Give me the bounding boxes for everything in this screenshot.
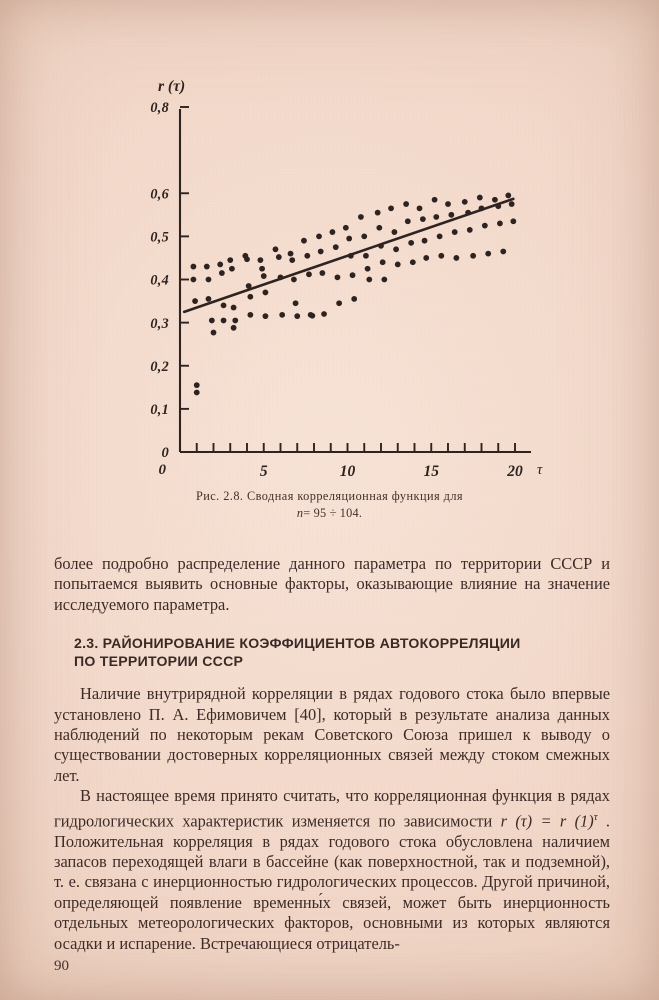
data-point — [278, 274, 284, 280]
data-point — [378, 243, 384, 249]
data-point — [410, 259, 416, 265]
data-point — [294, 313, 300, 319]
data-point — [263, 290, 269, 296]
data-point — [497, 221, 503, 227]
data-point — [289, 257, 295, 263]
data-point — [366, 277, 372, 283]
data-point — [191, 277, 197, 283]
paragraph-3-part-b: . Положительная корреляция в рядах годового стока обусловлена наличием запасов переходящей влаги в бассейне (как поверхностной, так и подземной), т. е. связана с инерционностью гидрологических процессов. Другой причиной, определяющей появление временны́х связей, может быть инерционность отдельных метеорологических факторов, основными из которых являются осадки и испарение. Встречающиеся отрицатель- — [54, 811, 610, 953]
data-point — [318, 249, 324, 255]
data-point — [350, 272, 356, 278]
data-point — [229, 266, 235, 272]
data-point — [273, 246, 279, 252]
caption-line-2 — [0, 505, 659, 522]
data-point — [209, 318, 215, 324]
y-tick-label: 0,4 — [150, 272, 169, 289]
data-point — [500, 249, 506, 255]
data-point — [206, 296, 212, 302]
caption-range: = 95 ÷ 104. — [303, 505, 363, 520]
data-point — [492, 197, 498, 203]
data-point — [309, 313, 315, 319]
data-point — [432, 197, 438, 203]
data-point — [365, 266, 371, 272]
x-tick-label: 15 — [423, 463, 439, 480]
data-point — [221, 302, 227, 308]
data-point — [293, 300, 299, 306]
data-point — [510, 218, 516, 224]
paragraph-3-part-a: В настоящее время принято считать, что корреляционная функция в рядах гидрологических характеристик изменяется по зависимости — [54, 786, 610, 831]
data-point — [358, 214, 364, 220]
section-heading — [54, 634, 610, 670]
data-point — [452, 229, 458, 235]
caption-n-symbol: n — [296, 505, 304, 520]
origin-label: 0 — [158, 462, 166, 478]
data-point — [437, 233, 443, 239]
data-point — [495, 203, 501, 209]
data-point — [247, 294, 253, 300]
data-point — [403, 201, 409, 207]
data-point — [405, 218, 411, 224]
data-point — [246, 283, 252, 289]
data-point — [258, 257, 264, 263]
data-point — [376, 225, 382, 231]
data-point — [335, 274, 341, 280]
data-point — [392, 229, 398, 235]
paragraph-2: Наличие внутрирядной корреляции в рядах годового стока было впервые установлено П. А. Ефимовичем [40], который в результате анализа данных наблюдений по некоторым рекам Советского Союза пришел к выводу о существовании достоверных корреляционных связей между стоком смежных лет. — [54, 684, 610, 785]
data-point — [194, 382, 200, 388]
y-tick-label: 0,5 — [150, 229, 169, 246]
data-point — [321, 311, 327, 317]
section-heading-line-2: ПО ТЕРРИТОРИИ СССР — [74, 653, 244, 670]
paragraph-3-formula: r (τ) = r (1) — [500, 811, 594, 831]
x-tick-label: 5 — [259, 463, 268, 480]
data-point — [191, 264, 197, 270]
paragraph-3-formula-exponent: τ — [593, 810, 598, 823]
data-point — [348, 253, 354, 259]
data-point — [211, 330, 217, 336]
x-axis-label: τ — [537, 462, 543, 478]
data-point — [261, 273, 267, 279]
page-number: 90 — [54, 958, 69, 974]
body-text — [54, 554, 610, 954]
data-point — [422, 238, 428, 244]
data-point — [301, 238, 307, 244]
data-point — [231, 305, 237, 311]
data-point — [316, 233, 322, 239]
data-point — [330, 229, 336, 235]
data-point — [247, 312, 253, 318]
data-point — [192, 298, 198, 304]
y-tick-label: 0,3 — [150, 315, 169, 332]
data-point — [304, 253, 310, 259]
data-point — [485, 251, 491, 257]
data-point — [509, 201, 515, 207]
data-point — [420, 216, 426, 222]
data-point — [381, 277, 387, 283]
data-point — [333, 244, 339, 250]
caption-line-1: Рис. 2.8. Сводная корреляционная функция для — [195, 489, 464, 503]
data-point — [467, 227, 473, 233]
y-tick-label: 0,1 — [150, 402, 169, 419]
data-point — [319, 270, 325, 276]
data-point — [433, 214, 439, 220]
data-point — [217, 262, 223, 268]
y-tick-label: 0 — [161, 445, 169, 462]
figure-caption — [0, 488, 659, 522]
data-point — [465, 210, 471, 216]
data-point — [221, 318, 227, 324]
data-point — [227, 257, 233, 263]
data-point — [448, 212, 454, 218]
paragraph-1: более подробно распределение данного параметра по территории СССР и попытаемся выявить основные факторы, оказывающие влияние на значение исследуемого параметра. — [54, 554, 610, 614]
y-tick-label: 0,2 — [150, 358, 169, 375]
data-point — [206, 277, 212, 283]
data-point — [288, 251, 294, 257]
data-point — [417, 205, 423, 211]
data-point — [393, 246, 399, 252]
data-point — [453, 255, 459, 261]
data-point — [244, 256, 250, 262]
data-point — [291, 277, 297, 283]
data-point — [380, 259, 386, 265]
section-heading-line-1: 2.3. РАЙОНИРОВАНИЕ КОЭФФИЦИЕНТОВ АВТОКОРРЕЛЯЦИИ — [74, 635, 521, 652]
data-point — [408, 240, 414, 246]
data-point — [232, 318, 238, 324]
data-point — [470, 253, 476, 259]
data-point — [204, 264, 210, 270]
data-point — [363, 253, 369, 259]
x-tick-label: 10 — [339, 463, 356, 480]
data-point — [477, 195, 483, 201]
data-point — [505, 193, 511, 199]
x-tick-label: 20 — [507, 463, 523, 480]
data-point — [259, 266, 265, 272]
data-point — [462, 199, 468, 205]
data-point — [343, 225, 349, 231]
data-point — [279, 312, 285, 318]
y-axis-label: r (τ) — [158, 78, 186, 95]
y-tick-label: 0,8 — [150, 100, 169, 117]
data-point — [276, 254, 282, 260]
data-point — [346, 236, 352, 242]
data-point — [482, 223, 488, 229]
data-point — [231, 325, 237, 331]
data-point — [263, 313, 269, 319]
data-point — [351, 296, 357, 302]
data-point — [423, 255, 429, 261]
data-point — [219, 270, 225, 276]
data-point — [479, 205, 485, 211]
data-point — [306, 271, 312, 277]
data-point — [395, 262, 401, 268]
y-tick-label: 0,6 — [150, 186, 169, 203]
paragraph-3 — [54, 786, 610, 954]
data-point — [438, 253, 444, 259]
data-point — [388, 205, 394, 211]
data-point — [361, 233, 367, 239]
data-point — [375, 210, 381, 216]
data-point — [194, 390, 200, 396]
data-point — [336, 300, 342, 306]
data-point — [445, 201, 451, 207]
